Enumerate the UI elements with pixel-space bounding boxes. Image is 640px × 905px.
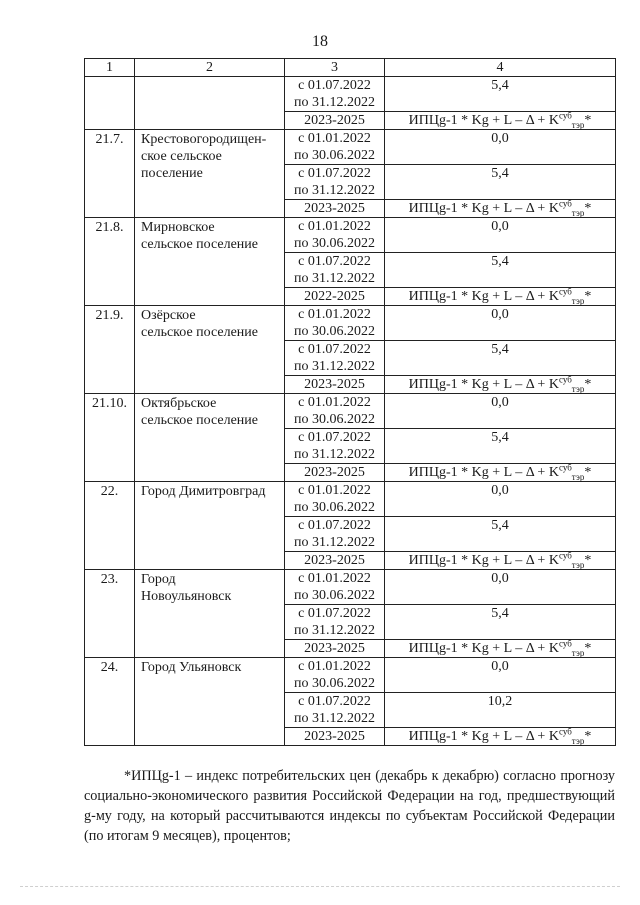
- index-value: [385, 288, 616, 306]
- formula-superscript: суб: [558, 726, 572, 737]
- formula: ИПЦg-1 * $Kg + L - \Delta + K^{суб}_{тэр}*$: [408, 286, 592, 306]
- formula-superscript: суб: [558, 462, 572, 473]
- footnote-text: *ИПЦg-1 – индекс потребительских цен (декабрь к декабрю) согласно прогнозу социально-экономического развития Российской Федерации на год, предшествующий g-му году, на который рассчитываются индексы по субъектам Российской Федерации (по итогам 9 месяцев), процентов;: [84, 768, 615, 844]
- index-value: 5,4: [385, 165, 616, 200]
- index-value: 5,4: [385, 341, 616, 376]
- formula-subscript: тэр: [571, 559, 585, 570]
- index-value: 0,0: [385, 130, 616, 165]
- formula-subscript: тэр: [571, 647, 585, 658]
- period-cell: с 01.07.2022 по 31.12.2022: [285, 341, 385, 376]
- period-cell: с 01.07.2022 по 31.12.2022: [285, 77, 385, 112]
- column-header: 4: [385, 59, 616, 77]
- period-cell: с 01.01.2022 по 30.06.2022: [285, 218, 385, 253]
- item-number: 22.: [85, 482, 135, 570]
- formula-superscript: суб: [558, 198, 572, 209]
- page-edge-line: [20, 886, 620, 887]
- formula: ИПЦg-1 * $Kg + L - \Delta + K^{суб}_{тэр}*$: [408, 374, 592, 394]
- index-value: 0,0: [385, 658, 616, 693]
- column-header: 3: [285, 59, 385, 77]
- column-header: 2: [135, 59, 285, 77]
- index-value: [385, 464, 616, 482]
- table-row: [85, 218, 616, 253]
- index-value: 5,4: [385, 77, 616, 112]
- formula-superscript: суб: [558, 374, 572, 385]
- period-cell: с 01.01.2022 по 30.06.2022: [285, 394, 385, 429]
- index-value: [385, 728, 616, 746]
- table-row: [85, 658, 616, 693]
- period-cell: с 01.07.2022 по 31.12.2022: [285, 693, 385, 728]
- index-value: 0,0: [385, 482, 616, 517]
- settlement-name: Крестовогородищен- ское сельское поселение: [135, 130, 285, 218]
- footnote: [84, 766, 615, 846]
- formula-superscript: суб: [558, 286, 572, 297]
- index-value: 0,0: [385, 218, 616, 253]
- index-value: [385, 112, 616, 130]
- table-row: [85, 130, 616, 165]
- index-value: 5,4: [385, 517, 616, 552]
- settlement-name: Город Новоульяновск: [135, 570, 285, 658]
- item-number: 24.: [85, 658, 135, 746]
- settlement-name: Город Ульяновск: [135, 658, 285, 746]
- table-row: [85, 394, 616, 429]
- item-number: 23.: [85, 570, 135, 658]
- item-number: 21.8.: [85, 218, 135, 306]
- period-cell: с 01.01.2022 по 30.06.2022: [285, 306, 385, 341]
- index-value: 10,2: [385, 693, 616, 728]
- period-cell: с 01.07.2022 по 31.12.2022: [285, 253, 385, 288]
- formula-subscript: тэр: [571, 295, 585, 306]
- table-row: [85, 482, 616, 517]
- formula-superscript: суб: [558, 550, 572, 561]
- table-row: [85, 306, 616, 341]
- settlement-name: Мирновское сельское поселение: [135, 218, 285, 306]
- index-value: 0,0: [385, 394, 616, 429]
- formula-subscript: тэр: [571, 383, 585, 394]
- item-number: 21.9.: [85, 306, 135, 394]
- index-value: [385, 376, 616, 394]
- period-cell: 2023-2025: [285, 112, 385, 130]
- formula-subscript: тэр: [571, 471, 585, 482]
- period-cell: с 01.07.2022 по 31.12.2022: [285, 517, 385, 552]
- table-row: [85, 77, 616, 112]
- period-cell: 2023-2025: [285, 464, 385, 482]
- period-cell: с 01.07.2022 по 31.12.2022: [285, 165, 385, 200]
- period-cell: 2023-2025: [285, 200, 385, 218]
- tariff-table: [84, 58, 616, 746]
- index-value: 0,0: [385, 570, 616, 605]
- formula-superscript: суб: [558, 638, 572, 649]
- index-value: 5,4: [385, 605, 616, 640]
- formula: ИПЦg-1 * $Kg + L - \Delta + K^{суб}_{тэр}*$: [408, 550, 592, 570]
- period-cell: с 01.01.2022 по 30.06.2022: [285, 570, 385, 605]
- index-value: [385, 640, 616, 658]
- index-value: 5,4: [385, 429, 616, 464]
- item-number: 21.7.: [85, 130, 135, 218]
- period-cell: с 01.07.2022 по 31.12.2022: [285, 429, 385, 464]
- formula-subscript: тэр: [571, 735, 585, 746]
- period-cell: 2023-2025: [285, 728, 385, 746]
- period-cell: 2023-2025: [285, 376, 385, 394]
- period-cell: 2022-2025: [285, 288, 385, 306]
- period-cell: 2023-2025: [285, 640, 385, 658]
- table-row: [85, 570, 616, 605]
- index-value: 5,4: [385, 253, 616, 288]
- settlement-name: [135, 77, 285, 130]
- formula-superscript: суб: [558, 110, 572, 121]
- index-value: [385, 552, 616, 570]
- formula: ИПЦg-1 * $Kg + L - \Delta + K^{суб}_{тэр}*$: [408, 462, 592, 482]
- period-cell: 2023-2025: [285, 552, 385, 570]
- formula: ИПЦg-1 * $Kg + L - \Delta + K^{суб}_{тэр}*$: [408, 198, 592, 218]
- formula: ИПЦg-1 * $Kg + L - \Delta + K^{суб}_{тэр}*$: [408, 638, 592, 658]
- index-value: 0,0: [385, 306, 616, 341]
- formula-subscript: тэр: [571, 119, 585, 130]
- period-cell: с 01.07.2022 по 31.12.2022: [285, 605, 385, 640]
- period-cell: с 01.01.2022 по 30.06.2022: [285, 482, 385, 517]
- settlement-name: Озёрское сельское поселение: [135, 306, 285, 394]
- item-number: 21.10.: [85, 394, 135, 482]
- formula-subscript: тэр: [571, 207, 585, 218]
- formula: ИПЦg-1 * $Kg + L - \Delta + K^{суб}_{тэр}*$: [408, 726, 592, 746]
- column-header: 1: [85, 59, 135, 77]
- period-cell: с 01.01.2022 по 30.06.2022: [285, 130, 385, 165]
- column-header-row: [85, 59, 616, 77]
- item-number: [85, 77, 135, 130]
- formula: ИПЦg-1 * $Kg + L - \Delta + K^{суб}_{тэр}*$: [408, 110, 592, 130]
- settlement-name: Октябрьское сельское поселение: [135, 394, 285, 482]
- settlement-name: Город Димитровград: [135, 482, 285, 570]
- page-number: 18: [312, 33, 328, 50]
- index-value: [385, 200, 616, 218]
- period-cell: с 01.01.2022 по 30.06.2022: [285, 658, 385, 693]
